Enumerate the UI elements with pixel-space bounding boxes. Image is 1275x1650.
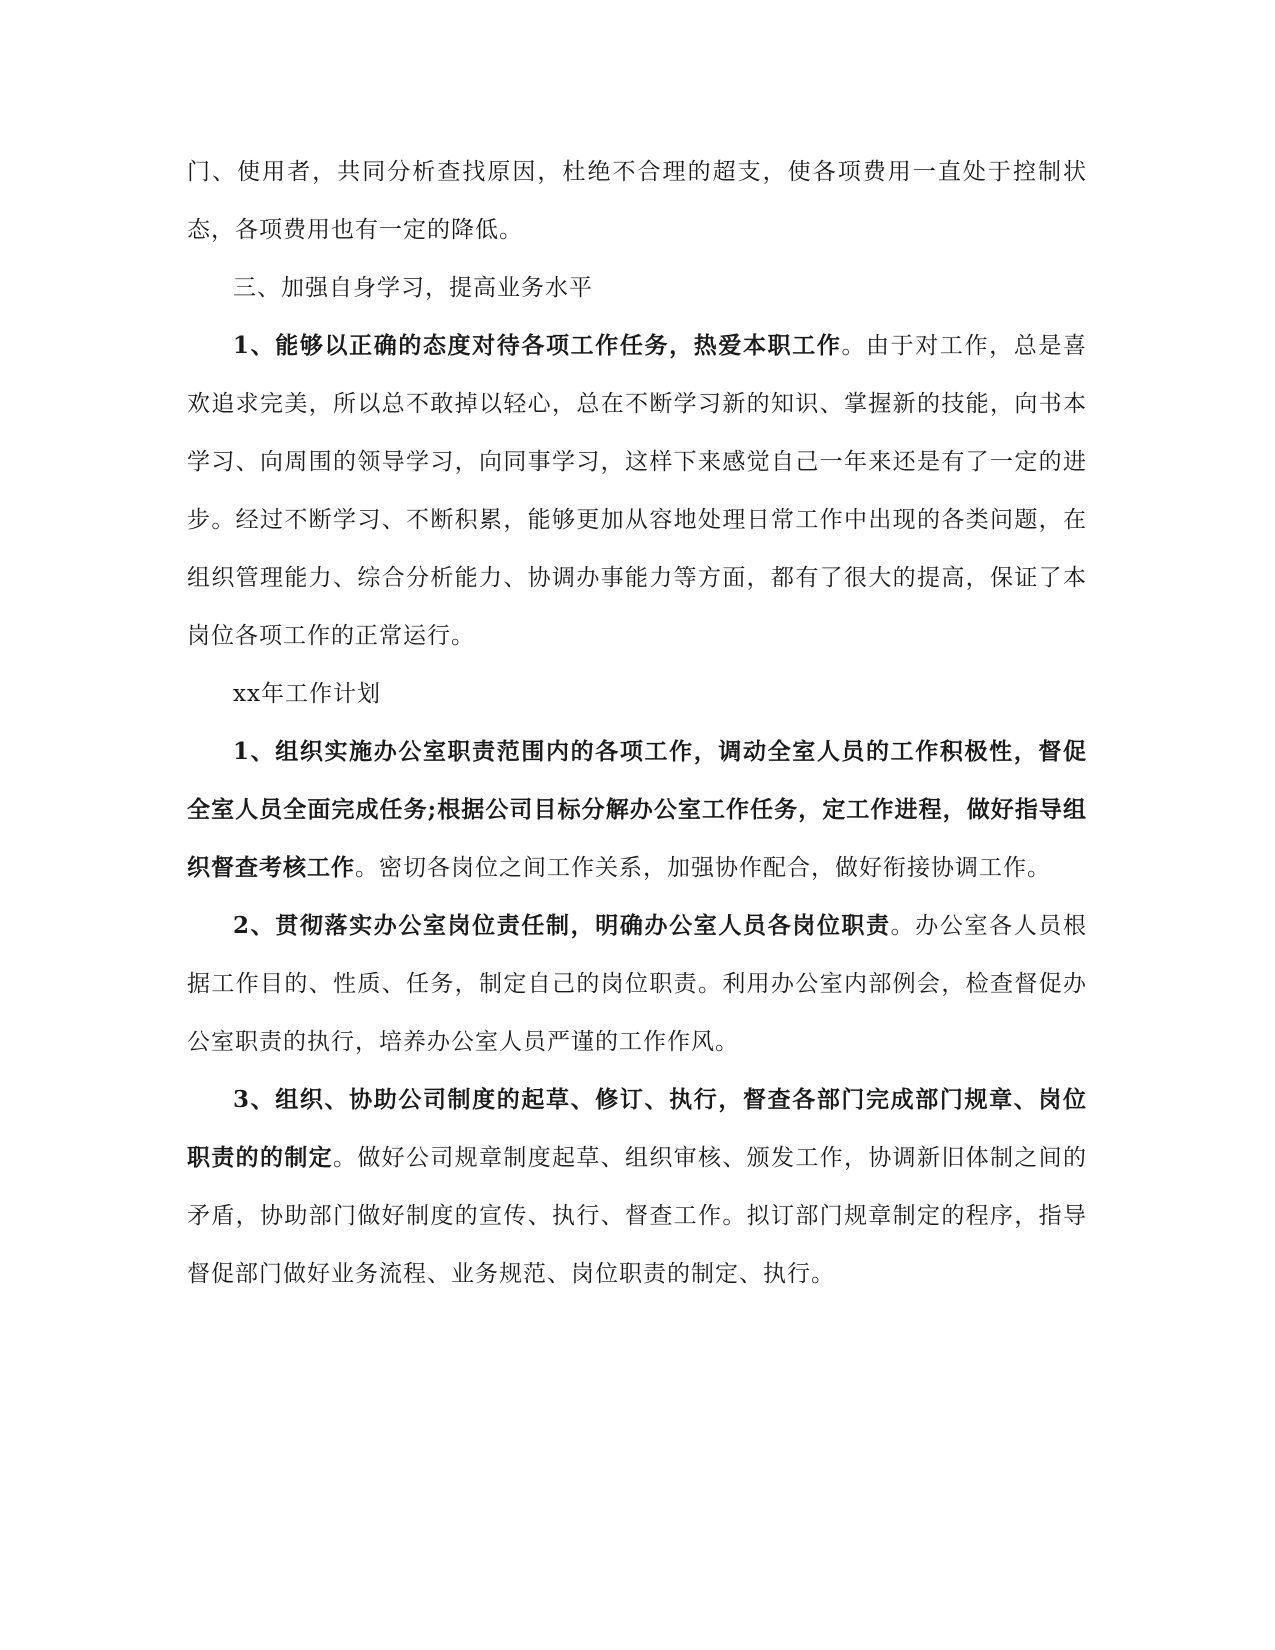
paragraph-plan-item-3 xyxy=(187,1071,1087,1303)
paragraph-cost-control xyxy=(187,143,1087,259)
paragraph-text: 。做好公司规章制度起草、组织审核、颁发工作，协调新旧体制之间的矛盾，协助部门做好制度的宣传、执行、督查工作。拟订部门规章制定的程序，指导督促部门做好业务流程、业务规范、岗位职责的制定、执行。 xyxy=(187,1145,1087,1287)
paragraph-text: 。办公室各人员根据工作目的、性质、任务，制定自己的岗位职责。利用办公室内部例会，检查督促办公室职责的执行，培养办公室人员严谨的工作作风。 xyxy=(187,913,1087,1055)
paragraph-bold-lead: 1、能够以正确的态度对待各项工作任务，热爱本职工作 xyxy=(233,332,842,359)
paragraph-plan-item-2 xyxy=(187,897,1087,1071)
paragraph-plan-item-1 xyxy=(187,723,1087,897)
section-heading-work-plan xyxy=(187,665,1087,723)
paragraph-text: 。密切各岗位之间工作关系，加强协作配合，做好衔接协调工作。 xyxy=(355,855,1051,881)
paragraph-bold-lead: 2、贯彻落实办公室岗位责任制，明确办公室人员各岗位职责 xyxy=(233,912,891,939)
heading-text: xx年工作计划 xyxy=(233,681,381,707)
paragraph-bold-lead: 1、组织实施办公室职责范围内的各项工作，调动全室人员的工作积极性，督促全室人员全面完成任务;根据公司目标分解办公室工作任务，定工作进程，做好指导组织督查考核工作 xyxy=(187,738,1087,881)
paragraph-bold-lead: 3、组织、协助公司制度的起草、修订、执行，督查各部门完成部门规章、岗位职责的的制定 xyxy=(187,1086,1087,1171)
document-body xyxy=(187,143,1087,1303)
heading-text: 三、加强自身学习，提高业务水平 xyxy=(233,275,593,301)
section-heading-self-study xyxy=(187,259,1087,317)
paragraph-text: 。由于对工作，总是喜欢追求完美，所以总不敢掉以轻心，总在不断学习新的知识、掌握新的技能，向书本学习、向周围的领导学习，向同事学习，这样下来感觉自己一年来还是有了一定的进步。经过不断学习、不断积累，能够更加从容地处理日常工作中出现的各类问题，在组织管理能力、综合分析能力、协调办事能力等方面，都有了很大的提高，保证了本岗位各项工作的正常运行。 xyxy=(187,333,1087,649)
paragraph-work-attitude xyxy=(187,317,1087,665)
paragraph-text: 门、使用者，共同分析查找原因，杜绝不合理的超支，使各项费用一直处于控制状态，各项费用也有一定的降低。 xyxy=(187,159,1087,243)
